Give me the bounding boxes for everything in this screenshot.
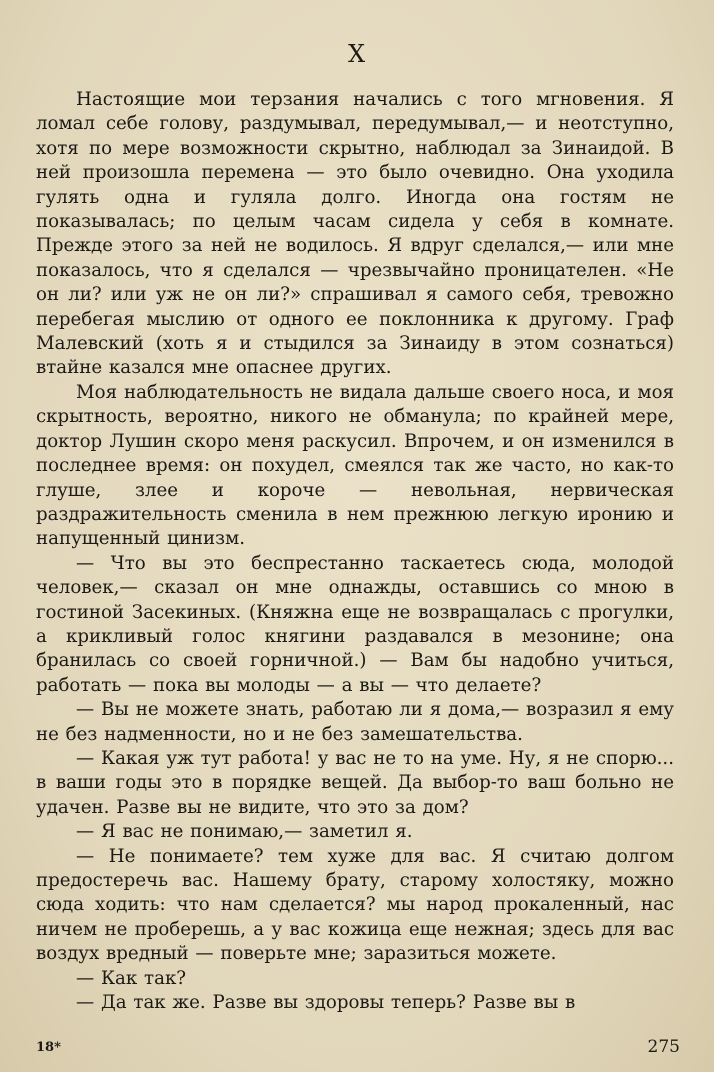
- paragraph: — Не понимаете? тем хуже для вас. Я считаю долгом предостеречь вас. Нашему брату, старому холостяку, можно сюда ходить: что нам сделается? мы народ прокаленный, нас ничем не проберешь, а у вас кожица еще нежная; здесь для вас воздух вредный — поверьте мне; заразиться можете.: [36, 845, 674, 965]
- paragraph: — Что вы это беспрестанно таскаетесь сюда, молодой человек,— сказал он мне однажды, оставшись со мною в гостиной Засекиных. (Княжна еще не возвращалась с прогулки, а крикливый голос княгини раздавался в мезонине; она бранилась со своей горничной.) — Вам бы надобно учиться, работать — пока вы молоды — а вы — что делаете?: [36, 552, 674, 696]
- paragraph: — Какая уж тут работа! у вас не то на уме. Ну, я не спорю... в ваши годы это в порядке вещей. Да выбор-то ваш больно не удачен. Разве вы не видите, что это за дом?: [36, 747, 674, 818]
- body-text: [36, 88, 674, 1015]
- paragraph: Настоящие мои терзания начались с того мгновения. Я ломал себе голову, раздумывал, передумывал,— и неотступно, хотя по мере возможности скрытно, наблюдал за Зинаидой. В ней произошла перемена — это было очевидно. Она уходила гулять одна и гуляла долго. Иногда она гостям не показывалась; по целым часам сидела у себя в комнате. Прежде этого за ней не водилось. Я вдруг сделался,— или мне показалось, что я сделался — чрезвычайно проницателен. «Не он ли? или уж не он ли?» спрашивал я самого себя, тревожно перебегая мыслию от одного ее поклонника к другому. Граф Малевский (хоть я и стыдился за Зинаиду в этом сознаться) втайне казался мне опаснее других.: [36, 89, 674, 379]
- paragraph: — Я вас не понимаю,— заметил я.: [76, 821, 413, 843]
- paragraph: — Вы не можете знать, работаю ли я дома,— возразил я ему не без надменности, но и не без замешательства.: [36, 699, 674, 745]
- paragraph: — Как так?: [76, 967, 187, 989]
- printer-signature: 18*: [36, 1040, 61, 1055]
- paragraph: Моя наблюдательность не видала дальше своего носа, и моя скрытность, вероятно, никого не обманула; по крайней мере, доктор Лушин скоро меня раскусил. Впрочем, и он изменился в последнее время: он похудел, смеялся так же часто, но как-то глуше, злее и короче — невольная, нервическая раздражительность сменила в нем прежнюю легкую иронию и напущенный цинизм.: [36, 381, 674, 550]
- chapter-heading: X: [347, 40, 367, 68]
- paragraph: — Да так же. Разве вы здоровы теперь? Разве вы в: [76, 992, 576, 1014]
- page-number: 275: [647, 1037, 680, 1057]
